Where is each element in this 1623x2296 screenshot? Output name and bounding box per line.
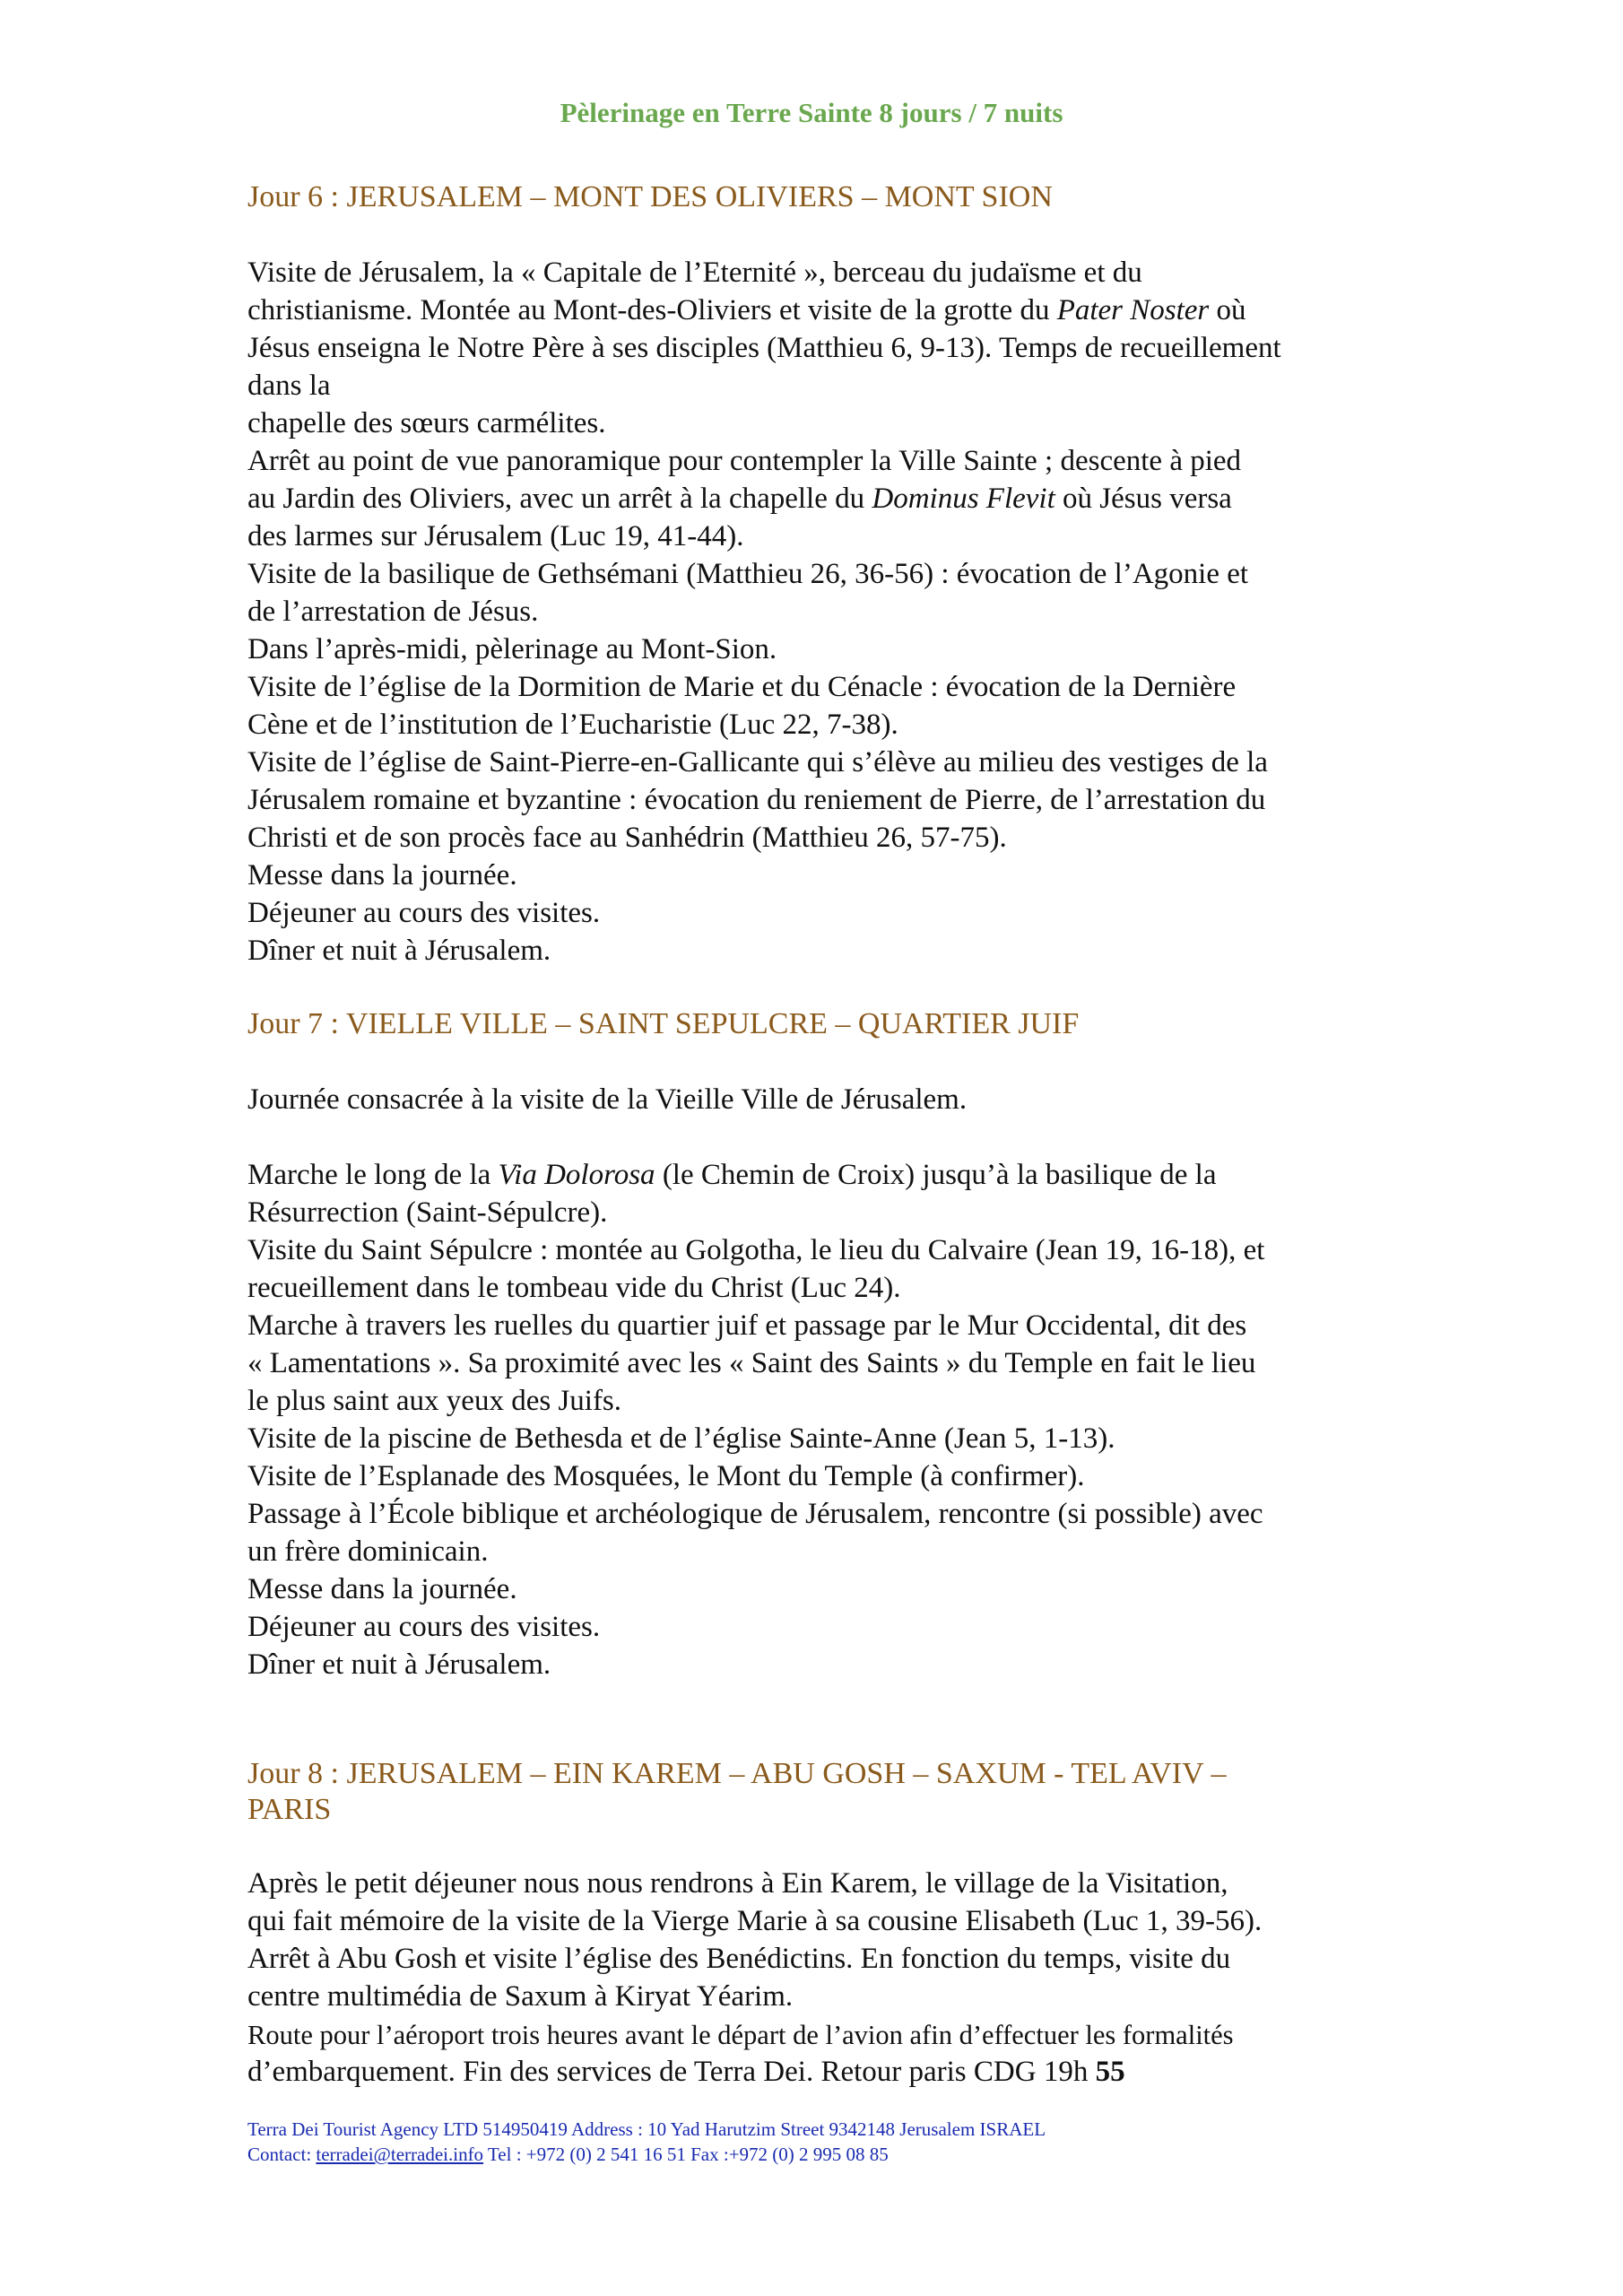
day6-line-13: Cène et de l’institution de l’Eucharistie (Luc 22, 7-38). (247, 709, 898, 741)
day8-heading-line-1: Jour 8 : JERUSALEM – EIN KAREM – ABU GOSH – SAXUM - TEL AVIV – (247, 1757, 1227, 1790)
day8-heading-line-2: PARIS (247, 1793, 332, 1826)
day8-line-3: Arrêt à Abu Gosh et visite l’église des Benédictins. En fonction du temps, visite du (247, 1943, 1231, 1975)
day6-line-10: de l’arrestation de Jésus. (247, 596, 539, 628)
day7-line-12: un frère dominicain. (247, 1535, 489, 1568)
day7-line-11: Passage à l’École biblique et archéologique de Jérusalem, rencontre (si possible) avec (247, 1498, 1263, 1530)
day6-line-18: Déjeuner au cours des visites. (247, 897, 601, 929)
day7-line-1: Journée consacrée à la visite de la Vieille Ville de Jérusalem. (247, 1083, 968, 1116)
return-time-bold: 55 (1095, 2056, 1125, 2088)
day6-line-12: Visite de l’église de la Dormition de Marie et du Cénacle : évocation de la Dernière (247, 671, 1237, 703)
day6-line-8: des larmes sur Jérusalem (Luc 19, 41-44). (247, 520, 744, 552)
day8-line-4: centre multimédia de Saxum à Kiryat Yéarim. (247, 1980, 794, 2013)
footer-contact-label: Contact: (247, 2144, 317, 2165)
day6-line-4: dans la (247, 370, 331, 402)
day6-line-7-text: au Jardin des Oliviers, avec un arrêt à la chapelle du (247, 483, 865, 515)
day8-line-6-text: d’embarquement. Fin des services de Terra Dei. Retour paris CDG 19h (247, 2056, 1089, 2088)
day7-line-14: Déjeuner au cours des visites. (247, 1611, 601, 1643)
day6-line-7 (247, 483, 1232, 516)
footer-address: Terra Dei Tourist Agency LTD 514950419 Address : 10 Yad Harutzim Street 9342148 Jerusalem ISRAEL (247, 2118, 1046, 2140)
day7-line-2-tail: (le Chemin de Croix) jusqu’à la basilique de la (662, 1159, 1217, 1191)
day6-line-15: Jérusalem romaine et byzantine : évocation du reniement de Pierre, de l’arrestation du (247, 784, 1266, 816)
day7-line-2 (247, 1159, 1216, 1192)
dominus-flevit-italic: Dominus Flevit (872, 483, 1055, 515)
day7-line-6: Marche à travers les ruelles du quartier juif et passage par le Mur Occidental, dit des (247, 1309, 1247, 1342)
via-dolorosa-italic: Via Dolorosa (498, 1159, 655, 1191)
document-title: Pèlerinage en Terre Sainte 8 jours / 7 nuits (560, 97, 1063, 128)
day7-line-9: Visite de la piscine de Bethesda et de l’église Sainte-Anne (Jean 5, 1-13). (247, 1422, 1115, 1455)
day6-line-17: Messe dans la journée. (247, 859, 517, 891)
day8-line-2: qui fait mémoire de la visite de la Vierge Marie à sa cousine Elisabeth (Luc 1, 39-56). (247, 1905, 1263, 1937)
day7-line-4: Visite du Saint Sépulcre : montée au Golgotha, le lieu du Calvaire (Jean 19, 16-18), et (247, 1234, 1265, 1266)
day8-line-5: Route pour l’aéroport trois heures avant le départ de l’avion afin d’effectuer les formalités (247, 2020, 1234, 2050)
day6-line-19: Dîner et nuit à Jérusalem. (247, 935, 551, 967)
footer-phones: Tel : +972 (0) 2 541 16 51 Fax :+972 (0) 2 995 08 85 (483, 2144, 889, 2165)
day6-line-11: Dans l’après-midi, pèlerinage au Mont-Sion. (247, 633, 777, 665)
day7-line-5: recueillement dans le tombeau vide du Christ (Luc 24). (247, 1272, 901, 1304)
footer-contact (247, 2144, 889, 2166)
day6-line-7-tail: où Jésus versa (1063, 483, 1232, 515)
day7-line-3: Résurrection (Saint-Sépulcre). (247, 1196, 608, 1229)
footer-email-link[interactable]: terradei@terradei.info (316, 2144, 484, 2165)
day7-line-7: « Lamentations ». Sa proximité avec les « Saint des Saints » du Temple en fait le lieu (247, 1347, 1256, 1379)
day6-line-5: chapelle des sœurs carmélites. (247, 407, 606, 439)
day7-line-13: Messe dans la journée. (247, 1573, 517, 1605)
day6-line-16: Christi et de son procès face au Sanhédrin (Matthieu 26, 57-75). (247, 822, 1007, 854)
day6-line-2-tail: où (1216, 294, 1246, 326)
day6-line-9: Visite de la basilique de Gethsémani (Matthieu 26, 36-56) : évocation de l’Agonie et (247, 558, 1249, 590)
day6-line-1: Visite de Jérusalem, la « Capitale de l’Eternité », berceau du judaïsme et du (247, 257, 1142, 289)
day7-line-15: Dîner et nuit à Jérusalem. (247, 1648, 551, 1681)
day6-line-6: Arrêt au point de vue panoramique pour contempler la Ville Sainte ; descente à pied (247, 445, 1242, 477)
day8-line-1: Après le petit déjeuner nous nous rendrons à Ein Karem, le village de la Visitation, (247, 1867, 1228, 1900)
day7-line-10: Visite de l’Esplanade des Mosquées, le Mont du Temple (à confirmer). (247, 1460, 1085, 1492)
pater-noster-italic: Pater Noster (1056, 294, 1210, 326)
day6-line-14: Visite de l’église de Saint-Pierre-en-Gallicante qui s’élève au milieu des vestiges de la (247, 746, 1268, 778)
day7-line-2-text: Marche le long de la (247, 1159, 491, 1191)
day7-line-8: le plus saint aux yeux des Juifs. (247, 1385, 622, 1417)
day6-line-2 (247, 294, 1246, 327)
day6-line-2-text: christianisme. Montée au Mont-des-Oliviers et visite de la grotte du (247, 294, 1050, 326)
day6-line-3: Jésus enseigna le Notre Père à ses disciples (Matthieu 6, 9-13). Temps de recueillement (247, 332, 1281, 364)
day6-heading: Jour 6 : JERUSALEM – MONT DES OLIVIERS – MONT SION (247, 180, 1053, 213)
day8-line-6 (247, 2056, 1125, 2089)
day7-heading: Jour 7 : VIELLE VILLE – SAINT SEPULCRE – QUARTIER JUIF (247, 1007, 1080, 1040)
